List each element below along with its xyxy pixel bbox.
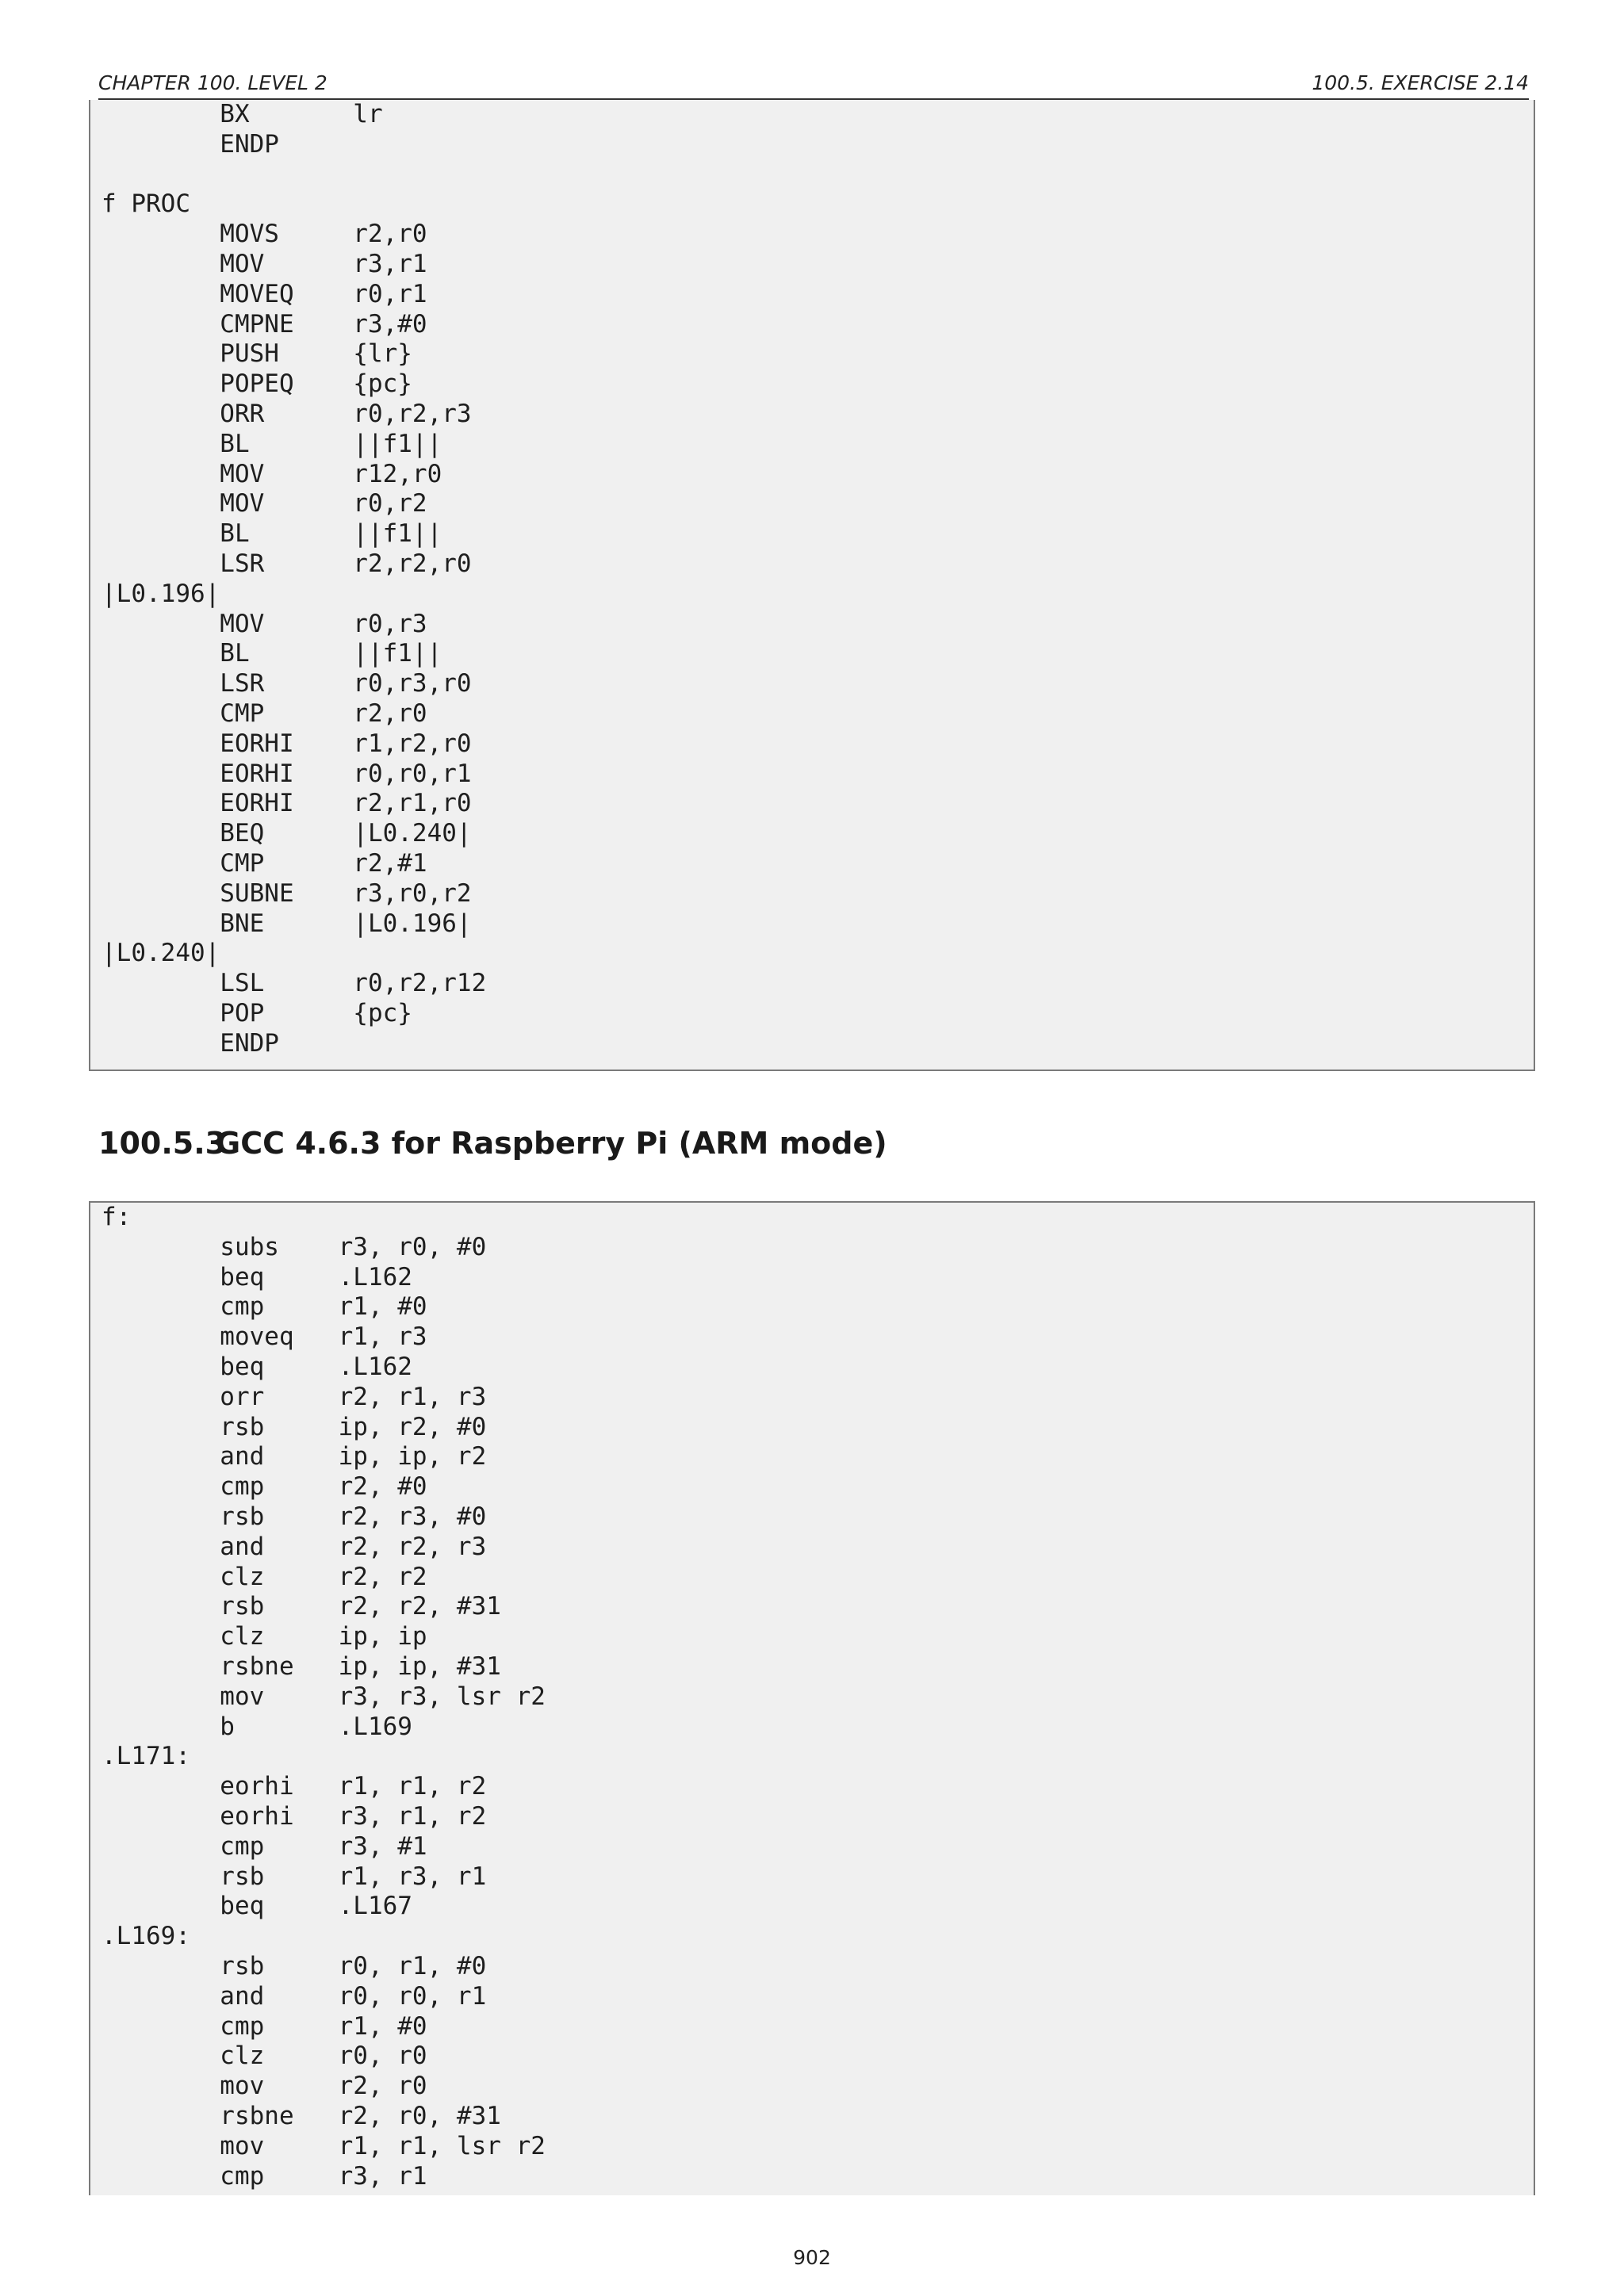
- code-line: eorhi r3, r1, r2: [102, 1801, 487, 1831]
- code-line: BEQ |L0.240|: [102, 819, 472, 848]
- code-line: LSL r0,r2,r12: [102, 969, 487, 998]
- code-line: MOV r0,r3: [102, 609, 427, 638]
- code-line: BL ||f1||: [102, 519, 442, 549]
- section-title: GCC 4.6.3 for Raspberry Pi (ARM mode): [216, 1126, 887, 1161]
- code-line: f:: [102, 1203, 132, 1231]
- code-line: clz ip, ip: [102, 1622, 427, 1651]
- code-line: BNE |L0.196|: [102, 909, 472, 938]
- code-line: ENDP: [102, 1028, 279, 1058]
- code-line: orr r2, r1, r3: [102, 1382, 487, 1411]
- code-line: and ip, ip, r2: [102, 1442, 487, 1471]
- code-line: rsb r0, r1, #0: [102, 1951, 487, 1980]
- code-lines: [102, 100, 486, 1059]
- code-listing-gcc: [89, 1201, 1535, 2195]
- chapter-title: CHAPTER 100. LEVEL 2: [98, 71, 327, 94]
- code-line: POPEQ {pc}: [102, 369, 412, 399]
- code-line: EORHI r0,r0,r1: [102, 759, 472, 788]
- code-line: .L169:: [102, 1922, 190, 1951]
- code-line: mov r1, r1, lsr r2: [102, 2131, 546, 2160]
- code-line: CMP r2,#1: [102, 848, 427, 878]
- code-lines: [102, 1203, 546, 2191]
- code-listing-armcc: [89, 100, 1535, 1071]
- code-line: MOVEQ r0,r1: [102, 279, 427, 308]
- code-line: mov r3, r3, lsr r2: [102, 1682, 546, 1711]
- code-line: EORHI r1,r2,r0: [102, 729, 472, 758]
- code-line: rsbne ip, ip, #31: [102, 1651, 501, 1681]
- code-line: ORR r0,r2,r3: [102, 399, 472, 428]
- code-line: cmp r1, #0: [102, 1292, 427, 1322]
- code-line: subs r3, r0, #0: [102, 1232, 487, 1261]
- code-line: MOVS r2,r0: [102, 220, 427, 249]
- code-line: LSR r0,r3,r0: [102, 669, 472, 698]
- code-line: EORHI r2,r1,r0: [102, 789, 472, 818]
- code-line: CMP r2,r0: [102, 698, 427, 728]
- code-line: and r2, r2, r3: [102, 1532, 487, 1561]
- code-line: |L0.240|: [102, 939, 220, 968]
- code-line: cmp r2, #0: [102, 1472, 427, 1502]
- code-line: SUBNE r3,r0,r2: [102, 878, 472, 908]
- code-line: eorhi r1, r1, r2: [102, 1772, 487, 1801]
- code-line: |L0.196|: [102, 579, 220, 608]
- code-line: moveq r1, r3: [102, 1322, 427, 1352]
- code-line: beq .L162: [102, 1352, 412, 1381]
- code-line: .L171:: [102, 1742, 190, 1771]
- code-line: BL ||f1||: [102, 639, 442, 668]
- code-line: MOV r3,r1: [102, 249, 427, 278]
- code-line: f PROC: [102, 189, 190, 219]
- code-line: rsb r1, r3, r1: [102, 1862, 487, 1891]
- code-line: LSR r2,r2,r0: [102, 549, 472, 578]
- code-line: PUSH {lr}: [102, 339, 412, 369]
- code-line: POP {pc}: [102, 998, 412, 1027]
- code-line: rsb r2, r3, #0: [102, 1502, 487, 1531]
- code-line: rsb r2, r2, #31: [102, 1592, 501, 1621]
- code-line: rsb ip, r2, #0: [102, 1412, 487, 1441]
- code-line: beq .L162: [102, 1262, 412, 1292]
- code-line: rsbne r2, r0, #31: [102, 2101, 501, 2130]
- code-line: mov r2, r0: [102, 2072, 427, 2101]
- code-line: CMPNE r3,#0: [102, 309, 427, 339]
- code-line: cmp r3, #1: [102, 1831, 427, 1861]
- section-heading: [98, 1126, 887, 1161]
- code-line: [102, 160, 486, 190]
- page-number: 902: [793, 2246, 831, 2269]
- code-line: cmp r3, r1: [102, 2161, 427, 2191]
- code-line: ENDP: [102, 129, 279, 159]
- page-header: [98, 70, 1529, 100]
- code-line: BX lr: [102, 100, 383, 128]
- code-line: b .L169: [102, 1712, 412, 1741]
- code-line: and r0, r0, r1: [102, 1981, 487, 2011]
- code-line: clz r2, r2: [102, 1562, 427, 1591]
- code-line: MOV r12,r0: [102, 459, 442, 488]
- code-line: BL ||f1||: [102, 429, 442, 458]
- code-line: MOV r0,r2: [102, 489, 427, 519]
- code-line: beq .L167: [102, 1892, 412, 1921]
- code-line: clz r0, r0: [102, 2042, 427, 2071]
- code-line: cmp r1, #0: [102, 2011, 427, 2041]
- section-ref: 100.5. EXERCISE 2.14: [1312, 71, 1529, 94]
- section-number: 100.5.3: [98, 1126, 227, 1161]
